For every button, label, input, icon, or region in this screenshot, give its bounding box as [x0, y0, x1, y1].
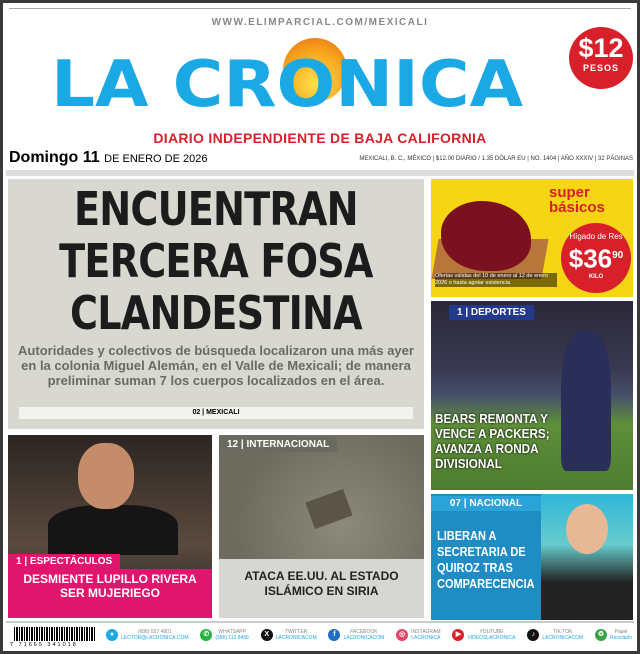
- date-day: Domingo 11: [9, 149, 100, 166]
- lead-headline: ENCUENTRAN TERCERA FOSA CLANDESTINA: [59, 182, 373, 340]
- issue-date: [9, 149, 207, 168]
- barcode-number: 7 71665 341018: [10, 642, 78, 648]
- contact-label: TIK TOK: [553, 629, 573, 635]
- contact-text: [343, 629, 384, 641]
- ad-legal: Ofertas válidas del 10 de enero al 12 de enero 2026 o hasta agotar existencia.: [435, 273, 557, 287]
- footer-contact[interactable]: [106, 629, 189, 641]
- supermarket-ad[interactable]: [431, 179, 633, 297]
- contact-label: (686) 557 4801: [137, 629, 172, 635]
- date-rest: DE ENERO DE 2026: [104, 153, 208, 165]
- contact-text: [276, 629, 317, 641]
- contact-text: [411, 629, 440, 641]
- website-url[interactable]: WWW.ELIMPARCIAL.COM/MEXICALI: [211, 17, 429, 28]
- masthead-logo: LA CRONICA: [51, 48, 524, 122]
- nacional-story[interactable]: [431, 494, 633, 620]
- lead-story[interactable]: [8, 179, 424, 429]
- espectaculos-headline: DESMIENTE LUPILLO RIVERA SER MUJERIEGO: [23, 572, 197, 600]
- barcode: [14, 627, 96, 641]
- issue-meta: MEXICALI, B. C., MÉXICO | $12.00 DIARIO / 1.35 DÓLAR EU | NO. 1404 | AÑO XXXIV | 32 PÁGINAS: [359, 156, 633, 162]
- contact-text: [215, 629, 249, 641]
- contact-sub: LACRONICACOM: [542, 635, 584, 641]
- espectaculos-story[interactable]: [8, 435, 212, 618]
- divider: [9, 8, 631, 9]
- x-icon: X: [261, 629, 273, 641]
- tiktok-icon: ♪: [527, 629, 539, 641]
- contact-label: TWITTER: [285, 629, 308, 635]
- contact-sub: LACRONICACOM: [343, 635, 385, 641]
- contact-sub: LECTOR@LACRONICA.COM: [121, 635, 189, 641]
- footer-contact[interactable]: [200, 629, 249, 641]
- sports-story[interactable]: [431, 301, 633, 490]
- contact-label: YOUTUBE: [479, 629, 504, 635]
- contact-sub: Reciclado: [610, 635, 632, 641]
- contact-label: WHATSAPP: [218, 629, 246, 635]
- footer-contact[interactable]: [595, 629, 632, 641]
- contact-sub: (686) 113 8456: [215, 635, 249, 641]
- ad-product: Hígado de Res: [569, 232, 623, 241]
- contact-sub: LACRONICACOM: [275, 635, 317, 641]
- contact-sub: VIDEOSLACRONICA: [467, 635, 516, 641]
- internacional-story[interactable]: [219, 435, 424, 618]
- lead-section: 02 | MEXICALI: [19, 407, 413, 419]
- footer-contact[interactable]: [328, 629, 384, 641]
- ad-price-cents: 90: [612, 250, 624, 261]
- contact-label: FACEBOOK: [350, 629, 378, 635]
- face: [78, 443, 134, 509]
- internacional-headline: ATACA EE.UU. AL ESTADO ISLÁMICO EN SIRIA: [244, 569, 399, 598]
- divider: [6, 170, 634, 176]
- footer-contact[interactable]: [396, 629, 440, 641]
- whatsapp-icon: ✆: [200, 629, 212, 641]
- player-photo: [561, 331, 611, 471]
- price-unit: PESOS: [582, 63, 619, 73]
- contact-text: [542, 629, 583, 641]
- section-label: 07 | NACIONAL: [431, 496, 541, 511]
- footer-contact[interactable]: [452, 629, 515, 641]
- social-links: [106, 629, 632, 641]
- ad-price: [561, 242, 631, 273]
- section-label: 1 | DEPORTES: [449, 305, 534, 320]
- youtube-icon: ▶: [452, 629, 464, 641]
- nacional-headline: LIBERAN A SECRETARIA DE QUIROZ TRAS COMPARECENCIA: [437, 529, 535, 591]
- section-label: 12 | INTERNACIONAL: [219, 437, 337, 452]
- footer: [6, 621, 634, 649]
- face: [566, 504, 608, 554]
- user-icon: ●: [106, 629, 118, 641]
- person-photo: [48, 505, 178, 555]
- aerial-photo: [305, 489, 352, 529]
- ad-unit: KILO: [588, 273, 604, 280]
- contact-text: [610, 629, 632, 641]
- instagram-icon: ◎: [396, 629, 408, 641]
- footer-contact[interactable]: [527, 629, 583, 641]
- price-badge: [569, 27, 633, 89]
- section-label: 1 | ESPECTÁCULOS: [8, 554, 120, 569]
- sports-headline: BEARS REMONTA Y VENCE A PACKERS; AVANZA A RONDA DIVISIONAL: [435, 411, 550, 471]
- tagline: DIARIO INDEPENDIENTE DE BAJA CALIFORNIA: [153, 130, 487, 146]
- price-burst: [561, 223, 631, 293]
- lead-summary: Autoridades y colectivos de búsqueda localizaron una más ayer en la colonia Miguel Alemán, en el Valle de Mexicali; de manera preliminar suman 7 los cuerpos localizados en el área.: [18, 343, 414, 388]
- recycle-icon: ♻: [595, 629, 607, 641]
- footer-contact[interactable]: [261, 629, 317, 641]
- ad-brand: super básicos: [549, 184, 605, 216]
- contact-label: INSTAGRAM: [411, 629, 441, 635]
- contact-text: [121, 629, 189, 641]
- contact-label: Papel: [614, 629, 628, 635]
- person-photo: [541, 494, 633, 620]
- contact-text: [467, 629, 515, 641]
- liver-image: [441, 201, 531, 271]
- facebook-icon: f: [328, 629, 340, 641]
- contact-sub: LACRONICA: [411, 635, 441, 641]
- price: $12: [578, 33, 624, 63]
- newspaper-front-page: [3, 3, 637, 651]
- ad-price-main: $36: [568, 243, 613, 274]
